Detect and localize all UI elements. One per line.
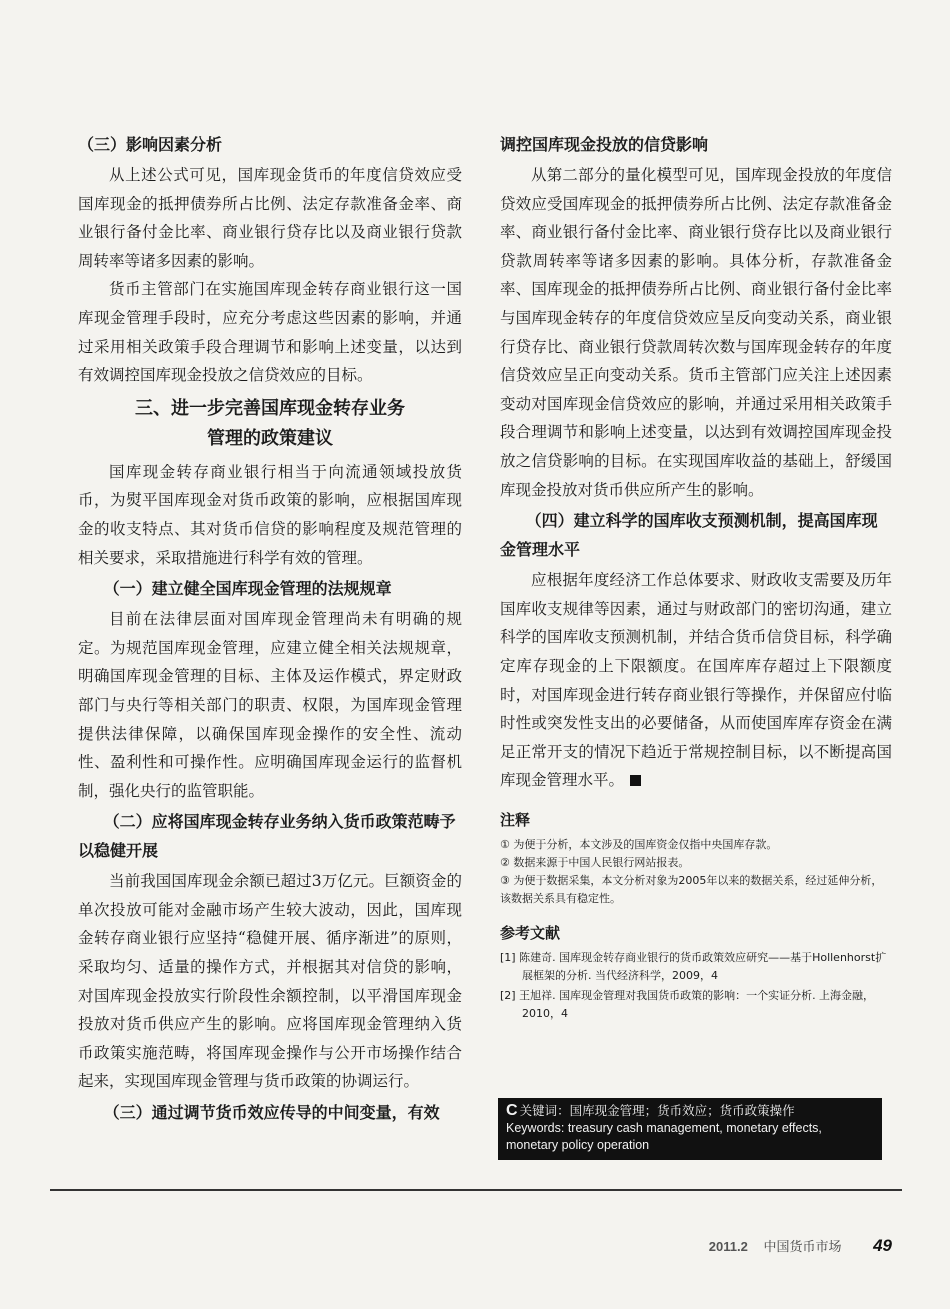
- paragraph: [500, 566, 892, 795]
- keywords-box: [498, 1098, 882, 1160]
- references-title: 参考文献: [500, 923, 561, 942]
- note-item: ① 为便于分析，本文涉及的国库资金仅指中央国库存款。: [500, 837, 778, 851]
- end-mark-icon: [630, 775, 641, 786]
- left-column: [78, 128, 462, 1129]
- paragraph: 从上述公式可见，国库现金货币的年度信贷效应受国库现金的抵押债券所占比例、法定存款准备金率、商业银行备付金比率、商业银行贷存比以及商业银行贷款周转率等诸多因素的影响。: [78, 166, 462, 270]
- footer-divider: [50, 1189, 902, 1191]
- keywords-cn-text: 关键词：国库现金管理；货币效应；货币政策操作: [519, 1104, 795, 1118]
- reference-item: [1] 陈建奇. 国库现金转存商业银行的货币政策效应研究——基于Hollenhorst扩展框架的分析. 当代经济科学，2009，4: [500, 950, 887, 982]
- reference-item: [2] 王旭祥. 国库现金管理对我国货币政策的影响：一个实证分析. 上海金融，2010，4: [500, 988, 875, 1020]
- note-item: ③ 为便于数据采集，本文分析对象为2005年以来的数据关系，经过延伸分析，该数据关系具有稳定性。: [500, 873, 883, 905]
- right-column: [500, 128, 892, 1025]
- notes-title: 注释: [500, 810, 531, 829]
- keywords-en: Keywords: treasury cash management, monetary effects, monetary policy operation: [506, 1121, 822, 1152]
- paragraph-text: 应根据年度经济工作总体要求、财政收支需要及历年国库收支规律等因素，通过与财政部门的密切沟通，建立科学的国库收支预测机制，并结合货币信贷目标，科学确定库存现金的上下限额度。在国库库存超过上下限额度时，对国库现金进行转存商业银行等操作，并保留应付临时性或突发性支出的必要储备，从而使国库库存资金在满足正常开支的情况下趋近于常规控制目标，以不断提高国库现金管理水平。: [500, 571, 892, 790]
- journal-c-logo-icon: C: [506, 1102, 518, 1119]
- paragraph: 货币主管部门在实施国库现金转存商业银行这一国库现金管理手段时，应充分考虑这些因素的影响，并通过采用相关政策手段合理调节和影响上述变量，以达到有效调控国库现金投放之信贷效应的目标。: [78, 280, 462, 385]
- chapter-heading: [78, 394, 462, 454]
- chapter-heading-line1: 三、进一步完善国库现金转存业务: [135, 397, 405, 419]
- subsection-title-2: （二）应将国库现金转存业务纳入货币政策范畴予以稳健开展: [78, 812, 456, 861]
- chapter-heading-line2: 管理的政策建议: [207, 427, 333, 449]
- journal-name: 中国货币市场: [763, 1239, 842, 1254]
- section-title-influencing-factors: （三）影响因素分析: [78, 135, 223, 154]
- subsection-title-1: （一）建立健全国库现金管理的法规规章: [103, 579, 392, 599]
- issue-date: 2011.2: [708, 1239, 748, 1254]
- subsection-title-3: （三）通过调节货币效应传导的中间变量，有效: [103, 1103, 440, 1123]
- paragraph: 从第二部分的量化模型可见，国库现金投放的年度信贷效应受国库现金的抵押债券所占比例、法定存款准备金率、商业银行备付金比率、商业银行贷存比以及商业银行贷款周转率等诸多因素的影响。具体分析，存款准备金率、国库现金的抵押债券所占比例、商业银行备付金比率与国库现金转存的年度信贷效应呈反向变动关系，商业银行贷存比、商业银行贷款周转次数与国库现金转存的年度信贷效应呈正向变动关系。货币主管部门应关注上述因素变动对国库现金信贷效应的影响，并通过采用相关政策手段合理调节和影响上述变量，以达到有效调控国库现金投放之信贷影响的目标。在实现国库收益的基础上，舒缓国库现金投放对货币供应所产生的影响。: [500, 166, 892, 499]
- subsection-title-3-continued: 调控国库现金投放的信贷影响: [500, 135, 709, 154]
- page-footer: [709, 1236, 892, 1256]
- paragraph: 国库现金转存商业银行相当于向流通领域投放货币，为熨平国库现金对货币政策的影响，应根据国库现金的收支特点、其对货币信贷的影响程度及规范管理的相关要求，采取措施进行科学有效的管理。: [78, 462, 462, 567]
- paragraph: 当前我国国库现金余额已超过3万亿元。巨额资金的单次投放可能对金融市场产生较大波动，因此，国库现金转存商业银行应坚持“稳健开展、循序渐进”的原则，采取均匀、适量的操作方式，并根据其对信贷的影响，对国库现金投放实行阶段性余额控制，以平滑国库现金投放对货币供应产生的影响。应将国库现金管理纳入货币政策实施范畴，将国库现金操作与公开市场操作结合起来，实现国库现金管理与货币政策的协调运行。: [78, 872, 462, 1091]
- subsection-title-4: （四）建立科学的国库收支预测机制，提高国库现金管理水平: [500, 511, 878, 560]
- note-item: ② 数据来源于中国人民银行网站报表。: [500, 855, 690, 869]
- keywords-cn: [506, 1102, 874, 1120]
- paragraph: 目前在法律层面对国库现金管理尚未有明确的规定。为规范国库现金管理，应建立健全相关法规规章，明确国库现金管理的目标、主体及运作模式，界定财政部门与央行等相关部门的职责、权限，为国库现金管理提供法律保障，以确保国库现金操作的安全性、流动性、盈利性和可操作性。应明确国库现金运行的监督机制，强化央行的监管职能。: [78, 610, 462, 800]
- page-number: 49: [873, 1236, 892, 1255]
